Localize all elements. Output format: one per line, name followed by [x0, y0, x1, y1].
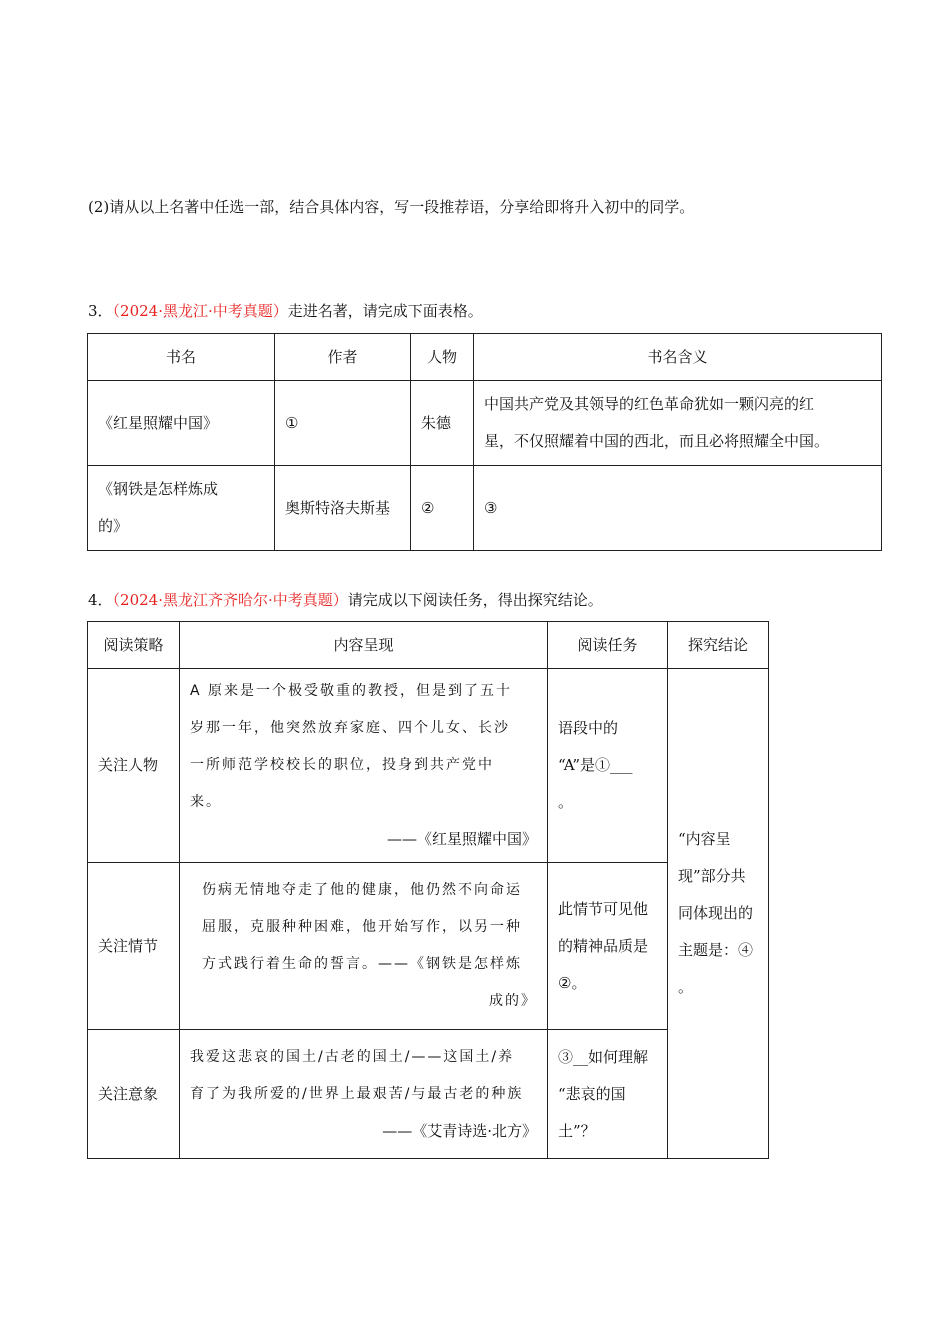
cell-character: ②: [411, 466, 474, 551]
content-line: 一所师范学校校长的职位，投身到共产党中: [190, 757, 494, 773]
book-table: [87, 333, 882, 551]
question-prompt: 请完成以下阅读任务，得出探究结论。: [347, 591, 603, 609]
conclusion-line: “内容呈: [678, 830, 731, 848]
question-prompt: 走进名著，请完成下面表格。: [287, 302, 483, 320]
table-row: [88, 381, 882, 466]
reading-task-table: [87, 621, 769, 1159]
content-line: 岁那一年，他突然放弃家庭、四个儿女、长沙: [190, 720, 510, 736]
task-line: 此情节可见他: [558, 899, 649, 918]
cell-strategy: 关注人物: [88, 669, 180, 863]
cell-author: 奥斯特洛夫斯基: [275, 466, 411, 551]
meaning-line: 星，不仅照耀着中国的西北，而且必将照耀全中国。: [484, 432, 830, 450]
header-strategy: 阅读策略: [88, 622, 180, 669]
cell-task: [548, 863, 668, 1030]
cell-strategy: 关注情节: [88, 863, 180, 1030]
task-line: ②。: [558, 973, 587, 992]
task-line: “悲哀的国: [558, 1084, 626, 1103]
content-line: 方式践行着生命的誓言。——《钢铁是怎样炼: [202, 956, 522, 972]
cell-content: [180, 1030, 548, 1159]
question-number: 3．: [88, 302, 113, 320]
cell-content: [180, 669, 548, 863]
question-number: 4．: [88, 591, 113, 609]
task-line: “A”是①___: [558, 756, 633, 774]
conclusion-line: 主题是：④: [678, 941, 754, 959]
book-line: 的》: [98, 517, 129, 535]
table-header-row: [88, 334, 882, 381]
content-line: 成的》: [489, 993, 537, 1009]
task-line: ③__如何理解: [558, 1047, 649, 1066]
content-line: 伤病无情地夺走了他的健康，他仍然不向命运: [202, 882, 522, 898]
meaning-line: 中国共产党及其领导的红色革命犹如一颗闪亮的红: [484, 395, 815, 413]
cell-character: 朱德: [411, 381, 474, 466]
cell-task: [548, 669, 668, 863]
header-author: 作者: [275, 334, 411, 381]
cell-meaning: [474, 381, 882, 466]
cell-meaning: ③: [474, 466, 882, 551]
cell-conclusion: [668, 669, 769, 1159]
content-line: 来。: [190, 794, 222, 810]
table-row: [88, 669, 769, 863]
question-4-heading: [88, 589, 603, 610]
header-book: 书名: [88, 334, 275, 381]
cell-book: 《红星照耀中国》: [88, 381, 275, 466]
question-source: （2024·黑龙江·中考真题）: [112, 302, 288, 320]
cell-task: [548, 1030, 668, 1159]
cell-strategy: 关注意象: [88, 1030, 180, 1159]
cell-book: [88, 466, 275, 551]
content-line: 我爱这悲哀的国土/古老的国土/——这国土/养: [190, 1048, 515, 1065]
header-task: 阅读任务: [548, 622, 668, 669]
question-3-heading: [88, 300, 483, 321]
table-row: [88, 466, 882, 551]
conclusion-line: 。: [678, 978, 694, 996]
table-row: [88, 863, 769, 1030]
task-line: 土”？: [558, 1121, 596, 1140]
conclusion-line: 现”部分共: [678, 867, 746, 885]
header-conclusion: 探究结论: [668, 622, 769, 669]
header-content: 内容呈现: [180, 622, 548, 669]
table-row: [88, 1030, 769, 1159]
table-header-row: [88, 622, 769, 669]
question-2-text: (2)请从以上名著中任选一部，结合具体内容，写一段推荐语，分享给即将升入初中的同学。: [88, 198, 695, 216]
content-line: A 原来是一个极受敬重的教授，但是到了五十: [190, 683, 513, 699]
cell-author: ①: [275, 381, 411, 466]
task-line: 的精神品质是: [558, 936, 649, 955]
question-source: （2024·黑龙江齐齐哈尔·中考真题）: [112, 591, 348, 609]
task-line: 。: [558, 793, 574, 811]
content-source: ——《红星照耀中国》: [386, 830, 537, 848]
book-line: 《钢铁是怎样炼成: [98, 480, 219, 498]
conclusion-line: 同体现出的: [678, 904, 754, 922]
content-source: ——《艾青诗选·北方》: [382, 1121, 537, 1140]
content-line: 育了为我所爱的/世界上最艰苦/与最古老的种族: [190, 1085, 524, 1102]
content-line: 屈服，克服种种困难，他开始写作，以另一种: [202, 919, 522, 935]
cell-content: [180, 863, 548, 1030]
header-character: 人物: [411, 334, 474, 381]
header-meaning: 书名含义: [474, 334, 882, 381]
task-line: 语段中的: [558, 719, 619, 737]
